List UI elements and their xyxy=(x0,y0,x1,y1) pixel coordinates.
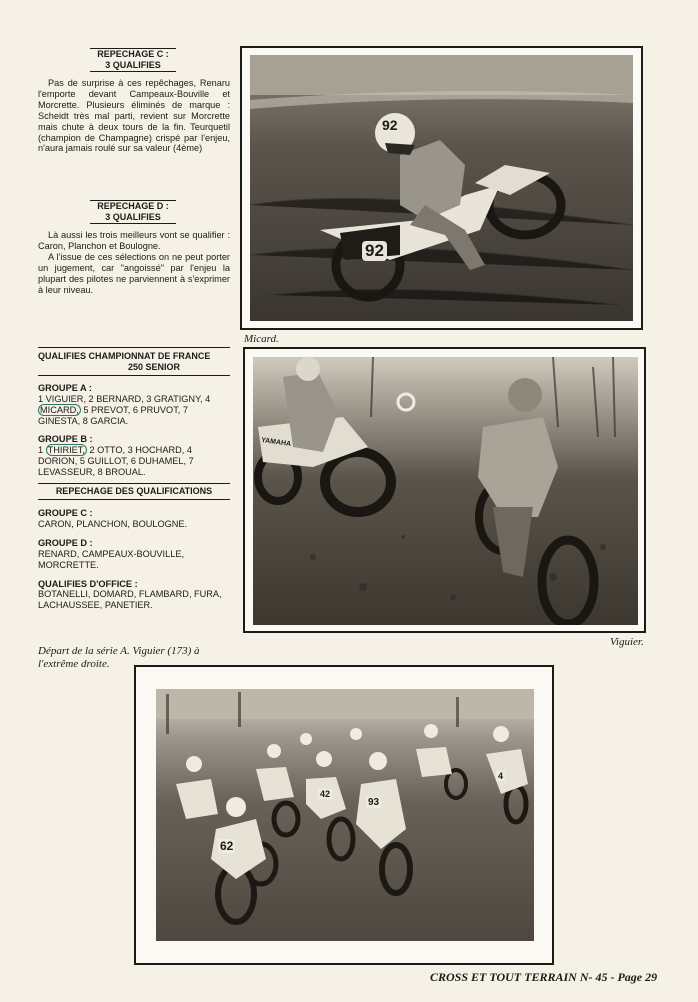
qualifies-title: QUALIFIES CHAMPIONNAT DE FRANCE xyxy=(38,351,211,361)
repechage-c-text: Pas de surprise à ces repêchages, Renaru l'emporte devant Campeaux-Bouville et Morcrette. Plusieurs éliminés de marque : Scheidt très mal parti, revient sur Morcrette mais chute à deux tours de la fin. Teurquetil (champion de Champagne) crispé par l'enjeu, n'aura jamais roulé sur sa valeur (4ème) xyxy=(38,78,230,154)
qualifies-subtitle: 250 SENIOR xyxy=(127,361,181,372)
groupe-d-text: RENARD, CAMPEAUX-BOUVILLE, MORCRETTE. xyxy=(38,548,185,570)
repechage-d-heading xyxy=(90,200,176,224)
groupe-b-prefix: 1 xyxy=(38,445,46,456)
groupe-d-label: GROUPE D : xyxy=(38,537,93,548)
groupe-a-label: GROUPE A : xyxy=(38,382,92,393)
photo-viguier-image xyxy=(253,357,638,625)
photo-depart xyxy=(156,689,534,941)
office-text: BOTANELLI, DOMARD, FLAMBARD, FURA, LACHAUSSEE, PANETIER. xyxy=(38,589,222,611)
groupe-b-circled-name: THIRIET, xyxy=(47,445,85,456)
groupe-a-part2: 5 PREVOT, 6 PRUVOT, 7 GINESTA, 8 GARCIA. xyxy=(38,404,189,426)
divider xyxy=(90,223,176,224)
photo-micard-image xyxy=(250,55,633,321)
repechage-qualif-title: REPECHAGE DES QUALIFICATIONS xyxy=(55,486,213,497)
groupe-c-label: GROUPE C : xyxy=(38,507,93,518)
photo-depart-image xyxy=(156,689,534,941)
photo-micard xyxy=(250,55,633,321)
repechage-d-text-2: A l'issue de ces sélections on ne peut porter un jugement, car "angoissé" par l'enjeu la plupart des pilotes ne parviennent à s'exprimer à leur niveau. xyxy=(38,251,230,295)
photo3-plate-1: 62 xyxy=(220,839,234,853)
divider xyxy=(38,375,230,376)
photo1-brand: YAMAHA xyxy=(362,229,397,238)
divider xyxy=(38,483,230,484)
text-column xyxy=(38,48,230,154)
groupe-c-text: CARON, PLANCHON, BOULOGNE. xyxy=(38,518,188,529)
repechage-d-text-1: Là aussi les trois meilleurs vont se qualifier : Caron, Planchon et Boulogne. xyxy=(38,230,230,251)
page-footer: CROSS ET TOUT TERRAIN N- 45 - Page 29 xyxy=(430,970,658,984)
photo2-caption: Viguier. xyxy=(610,636,644,648)
groupe-a-text xyxy=(38,394,230,427)
section-subtitle: 3 QUALIFIES xyxy=(105,212,161,222)
photo1-plate: 92 xyxy=(382,117,398,133)
photo-frame-depart xyxy=(134,665,554,965)
groupe-b-label: GROUPE B : xyxy=(38,434,93,445)
groupe-a-part1: 1 VIGUIER, 2 BERNARD, 3 GRATIGNY, 4 xyxy=(38,393,211,404)
groupe-b-rest: 2 OTTO, 3 HOCHARD, 4 DORION, 5 GUILLOT, 6 DUHAMEL, 7 LEVASSEUR, 8 BROUAL. xyxy=(38,445,194,478)
photo-frame-micard xyxy=(240,46,643,330)
qualifies-block xyxy=(38,347,230,611)
photo3-plate-2: 93 xyxy=(368,797,380,808)
section-subtitle: 3 QUALIFIES xyxy=(105,60,161,70)
photo3-plate-3: 42 xyxy=(320,789,331,799)
section-title: REPECHAGE C : xyxy=(97,49,169,59)
photo-viguier xyxy=(253,357,638,625)
office-label: QUALIFIES D'OFFICE : xyxy=(38,578,138,589)
divider xyxy=(90,71,176,72)
divider xyxy=(38,347,230,348)
photo3-plate-4: 4 xyxy=(498,771,504,781)
section-title: REPECHAGE D : xyxy=(97,201,169,211)
depart-caption: Départ de la série A. Viguier (173) à l'extrême droite. xyxy=(38,645,200,670)
groupe-b-text xyxy=(38,445,230,478)
text-column-2 xyxy=(38,200,230,295)
photo-frame-viguier xyxy=(243,347,646,633)
photo1-number: 92 xyxy=(362,241,387,261)
photo2-brand: YAMAHA xyxy=(260,436,292,449)
repechage-c-heading xyxy=(90,48,176,72)
divider xyxy=(38,499,230,500)
groupe-a-circled-name: MICARD, xyxy=(40,404,79,415)
photo1-caption: Micard. xyxy=(244,333,279,345)
